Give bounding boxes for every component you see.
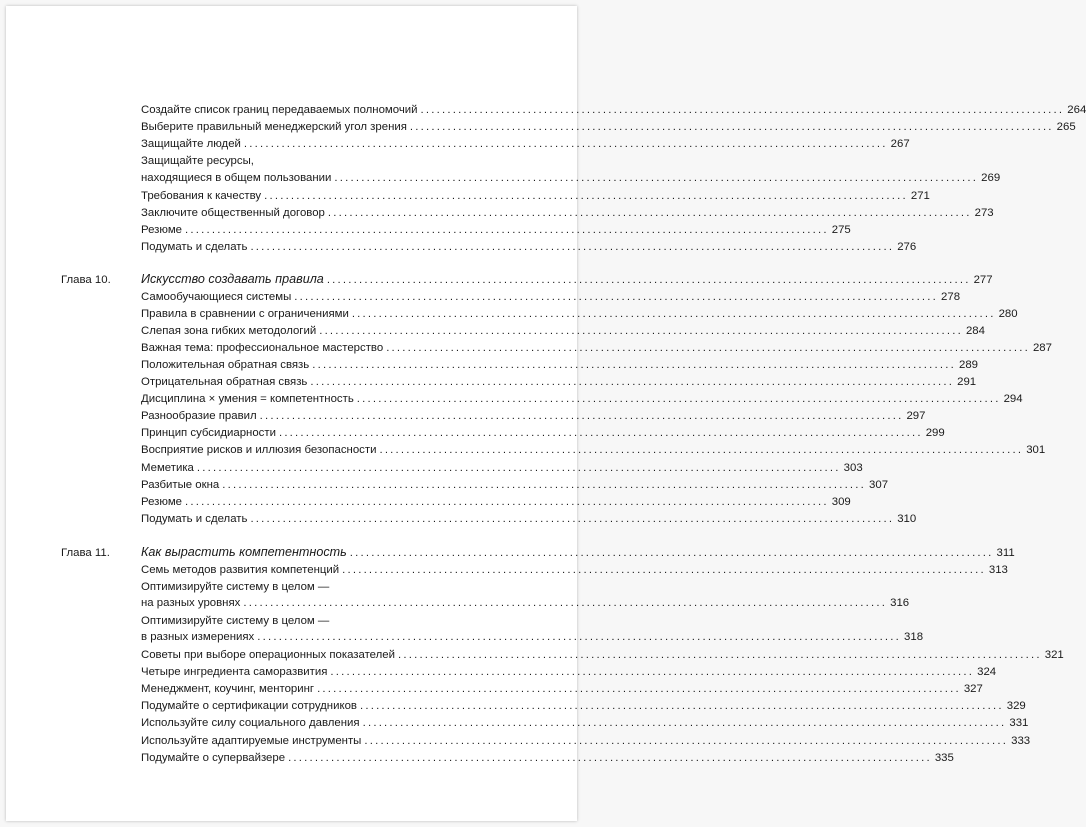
dot-leader: ........................................................................................................................ <box>312 358 956 371</box>
toc-entry <box>141 511 917 528</box>
chapter-title: Искусство создавать правила <box>141 272 324 286</box>
toc-entry <box>141 188 930 205</box>
dot-leader: ........................................................................................................................ <box>359 700 1004 713</box>
page-number: 291 <box>957 376 977 388</box>
toc-entry <box>141 442 1046 459</box>
dot-leader: ........................................................................................................................ <box>196 461 841 474</box>
page-number: 333 <box>1011 734 1031 747</box>
page-number: 278 <box>941 290 961 303</box>
page-number: 301 <box>1026 444 1046 457</box>
toc-entry <box>141 750 954 767</box>
page-number: 316 <box>890 597 910 610</box>
dot-leader: ........................................................................................................................ <box>185 495 829 508</box>
dot-leader: ........................................................................................................................ <box>294 290 939 303</box>
page-number: 307 <box>869 478 889 491</box>
entry-title: Заключите общественный договор <box>141 206 325 219</box>
dot-leader: ........................................................................................................................ <box>243 138 888 151</box>
toc-entry <box>141 323 985 340</box>
dot-leader: ........................................................................................................................ <box>250 240 895 253</box>
entry-title: на разных уровнях <box>141 597 241 610</box>
dot-leader: ........................................................................................................................ <box>349 547 994 559</box>
entry-title: Самообучающиеся системы <box>141 290 292 303</box>
toc-entry <box>141 306 1018 323</box>
page-number: 311 <box>996 547 1015 559</box>
page-number: 324 <box>977 666 997 679</box>
entry-title: Восприятие рисков и иллюзия безопасности <box>141 444 377 457</box>
page-number: 313 <box>988 563 1008 576</box>
chapter-11-title-entry <box>141 544 1015 562</box>
dot-leader: ........................................................................................................................ <box>327 206 972 219</box>
dot-leader: ........................................................................................................................ <box>278 427 923 440</box>
entry-title: Дисциплина × умения = компетентность <box>141 393 354 406</box>
toc-entry <box>141 647 1064 664</box>
page-number: 280 <box>998 307 1018 320</box>
toc-entry <box>141 460 863 477</box>
entry-title: Резюме <box>141 495 182 508</box>
dot-leader: ........................................................................................................................ <box>362 717 1007 730</box>
dot-leader: ........................................................................................................................ <box>310 376 955 388</box>
page-number: 309 <box>831 495 851 508</box>
entry-title: Используйте силу социального давления <box>141 717 360 730</box>
page-number: 269 <box>981 171 1001 184</box>
entry-title: Подумайте о супервайзере <box>141 751 286 764</box>
toc-entry <box>141 477 889 494</box>
dot-leader: ........................................................................................................................ <box>317 683 961 696</box>
page-number: 264 <box>1067 104 1086 116</box>
toc-entry <box>141 408 926 425</box>
toc-entry <box>141 494 851 511</box>
dot-leader: ........................................................................................................................ <box>185 223 829 236</box>
toc-entry <box>141 733 1031 750</box>
chapter-11-label: Глава 11. <box>61 547 110 559</box>
book-page <box>6 6 1086 821</box>
entry-title: Выберите правильный менеджерский угол зрения <box>141 121 407 134</box>
page-number: 303 <box>843 461 863 474</box>
dot-leader: ........................................................................................................................ <box>420 104 1065 116</box>
page-number: 273 <box>974 206 994 219</box>
chapter-10-label: Глава 10. <box>61 274 111 286</box>
toc-entry <box>141 425 945 442</box>
page-number: 329 <box>1006 700 1026 713</box>
page-number: 284 <box>965 324 985 337</box>
chapter-10-title-entry <box>141 271 993 289</box>
entry-title: Менеджмент, коучинг, менторинг <box>141 683 315 696</box>
page-number: 275 <box>831 223 851 236</box>
entry-title: Оптимизируйте систему в целом — <box>141 580 330 593</box>
toc-entry <box>141 357 978 374</box>
dot-leader: ........................................................................................................................ <box>409 121 1054 134</box>
chapter-title: Как вырастить компетентность <box>141 545 347 559</box>
toc-entry <box>141 562 1008 579</box>
entry-title: Принцип субсидиарности <box>141 427 276 440</box>
page-number: 276 <box>897 240 917 253</box>
entry-title: Разбитые окна <box>141 478 220 491</box>
dot-leader: ........................................................................................................................ <box>222 478 867 491</box>
dot-leader: ........................................................................................................................ <box>386 341 1030 354</box>
page-number: 289 <box>958 358 978 371</box>
toc-entry <box>141 681 983 698</box>
page-number: 294 <box>1003 393 1023 406</box>
entry-title: Подумать и сделать <box>141 240 248 253</box>
dot-leader: ........................................................................................................................ <box>243 597 888 610</box>
entry-title: Создайте список границ передаваемых полномочий <box>141 104 418 116</box>
dot-leader: ........................................................................................................................ <box>330 666 975 679</box>
page-number: 265 <box>1056 121 1076 134</box>
entry-title: Защищайте людей <box>141 138 241 151</box>
dot-leader: ........................................................................................................................ <box>356 393 1001 406</box>
toc-entry <box>141 205 994 222</box>
dot-leader: ........................................................................................................................ <box>250 512 895 525</box>
page-number: 277 <box>973 274 993 286</box>
entry-title: в разных измерениях <box>141 631 255 644</box>
entry-title: Советы при выборе операционных показателей <box>141 649 395 661</box>
entry-title: Меметика <box>141 461 194 474</box>
dot-leader: ........................................................................................................................ <box>351 307 996 320</box>
page-number: 331 <box>1009 717 1029 730</box>
entry-title: Положительная обратная связь <box>141 358 310 371</box>
entry-title: Подумайте о сертификации сотрудников <box>141 700 357 713</box>
toc-entry <box>141 340 1052 357</box>
page-number: 297 <box>906 410 926 423</box>
entry-title: Используйте адаптируемые инструменты <box>141 734 362 747</box>
dot-leader: ........................................................................................................................ <box>364 734 1009 747</box>
dot-leader: ........................................................................................................................ <box>379 444 1024 457</box>
entry-title: Четыре ингредиента саморазвития <box>141 666 328 679</box>
dot-leader: ........................................................................................................................ <box>334 171 979 184</box>
page-number: 327 <box>963 683 983 696</box>
dot-leader: ........................................................................................................................ <box>264 189 908 202</box>
dot-leader: ........................................................................................................................ <box>288 751 932 764</box>
dot-leader: ........................................................................................................................ <box>342 563 986 576</box>
toc-entry <box>141 579 910 612</box>
page-number: 335 <box>934 751 954 764</box>
toc-entry <box>141 119 1076 136</box>
entry-title: Отрицательная обратная связь <box>141 376 308 388</box>
toc-entry <box>141 613 924 646</box>
entry-title: Важная тема: профессиональное мастерство <box>141 341 384 354</box>
entry-title: Резюме <box>141 223 182 236</box>
page-number: 318 <box>904 631 924 644</box>
entry-title: Разнообразие правил <box>141 410 257 423</box>
entry-title: Оптимизируйте систему в целом — <box>141 614 330 627</box>
toc-entry <box>141 698 1026 715</box>
toc-entry <box>141 289 961 306</box>
entry-title: Слепая зона гибких методологий <box>141 324 317 337</box>
toc-entry <box>141 391 1023 408</box>
page-number: 267 <box>890 138 910 151</box>
toc-entry <box>141 136 910 153</box>
dot-leader: ........................................................................................................................ <box>397 649 1042 661</box>
dot-leader: ........................................................................................................................ <box>259 410 904 423</box>
entry-title: Подумать и сделать <box>141 512 248 525</box>
dot-leader: ........................................................................................................................ <box>257 631 902 644</box>
page-number: 299 <box>925 427 945 440</box>
toc-entry <box>141 239 917 256</box>
toc-entry <box>141 102 1086 119</box>
toc-entry <box>141 715 1029 732</box>
toc-entry <box>141 222 851 239</box>
entry-title: Правила в сравнении с ограничениями <box>141 307 349 320</box>
page-number: 310 <box>897 512 917 525</box>
entry-title: Требования к качеству <box>141 189 262 202</box>
page-number: 271 <box>910 189 930 202</box>
entry-title: Семь методов развития компетенций <box>141 563 340 576</box>
toc-entry <box>141 153 1001 186</box>
page-number: 321 <box>1044 649 1064 661</box>
entry-title: Защищайте ресурсы, <box>141 155 254 168</box>
dot-leader: ........................................................................................................................ <box>319 324 963 337</box>
toc-entry <box>141 664 997 681</box>
dot-leader: ........................................................................................................................ <box>326 274 971 286</box>
entry-title: находящиеся в общем пользовании <box>141 171 332 184</box>
toc-entry <box>141 374 977 391</box>
page-number: 287 <box>1032 341 1052 354</box>
